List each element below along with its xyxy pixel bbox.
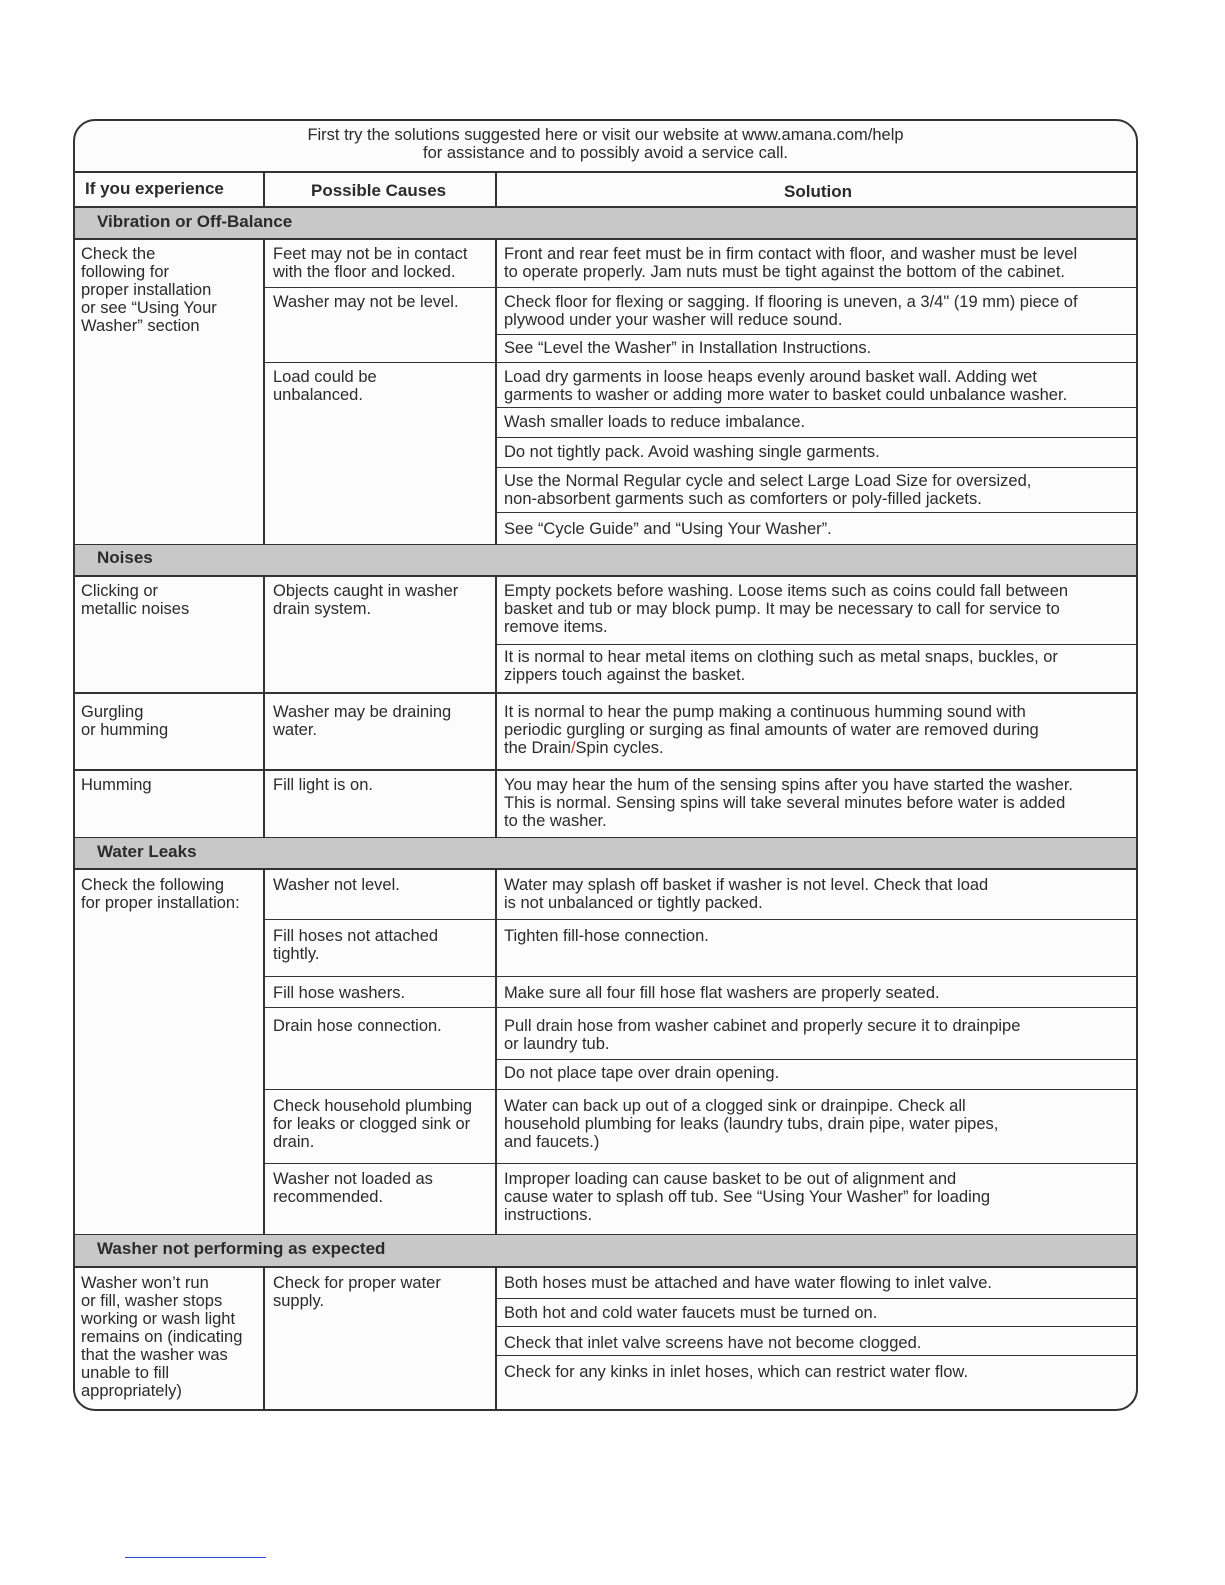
cause-draining: Washer may be draining water. <box>273 703 452 739</box>
experience-leaks: Check the following for proper installation: <box>81 876 240 912</box>
cause-drain-hose: Drain hose connection. <box>273 1017 442 1035</box>
solution-level-washer: See “Level the Washer” in Installation Instructions. <box>504 339 872 357</box>
solution-faucets-on: Both hot and cold water faucets must be turned on. <box>504 1304 878 1322</box>
solution-no-tape: Do not place tape over drain opening. <box>504 1064 780 1082</box>
section-title-noises: Noises <box>97 548 153 567</box>
divider <box>496 407 1138 408</box>
divider <box>75 206 1136 208</box>
solution-kinks: Check for any kinks in inlet hoses, which can restrict water flow. <box>504 1363 969 1381</box>
cause-feet: Feet may not be in contact with the floor and locked. <box>273 245 468 281</box>
column-divider <box>263 1266 265 1411</box>
cause-water-supply: Check for proper water supply. <box>273 1274 441 1310</box>
solution-empty-pockets: Empty pockets before washing. Loose items such as coins could fall between basket and tub or may block pump. It may be necessary to call for service to remove items. <box>504 582 1069 636</box>
section-band-noises <box>75 545 1136 575</box>
solution-normal-cycle: Use the Normal Regular cycle and select Large Load Size for oversized, non-absorbent garments such as comforters or poly-filled jackets. <box>504 472 1032 508</box>
cause-not-level: Washer may not be level. <box>273 293 459 311</box>
cause-fill-light: Fill light is on. <box>273 776 373 794</box>
column-divider <box>495 1266 497 1411</box>
divider <box>265 976 1138 977</box>
divider <box>496 644 1138 645</box>
divider <box>265 1007 1138 1008</box>
column-divider <box>263 575 265 837</box>
intro-line-1: First try the solutions suggested here or visit our website at www.amana.com/help <box>307 126 904 144</box>
divider <box>496 1059 1138 1060</box>
section-title-performance: Washer not performing as expected <box>97 1239 386 1258</box>
divider <box>265 362 1138 363</box>
solution-load-dry: Load dry garments in loose heaps evenly around basket wall. Adding wet garments to washer or adding more water to basket could unbalance washer. <box>504 368 1068 404</box>
divider <box>75 868 1136 870</box>
section-band-vibration <box>75 206 1136 238</box>
intro-text <box>75 121 1136 172</box>
divider <box>496 1298 1138 1299</box>
divider <box>265 1089 1138 1090</box>
divider <box>75 1266 1136 1268</box>
cause-household-plumbing: Check household plumbing for leaks or clogged sink or drain. <box>273 1097 473 1151</box>
divider <box>75 575 1136 577</box>
solution-smaller-loads: Wash smaller loads to reduce imbalance. <box>504 413 806 431</box>
cause-fill-hoses: Fill hoses not attached tightly. <box>273 927 439 963</box>
divider <box>265 287 496 288</box>
column-divider <box>263 868 265 1234</box>
solution-floor: Check floor for flexing or sagging. If flooring is uneven, a 3/4" (19 mm) piece of plywood under your washer will reduce sound. <box>504 293 1078 329</box>
solution-pump-humming: It is normal to hear the pump making a continuous humming sound with periodic gurgling or surging as final amounts of water are removed during the Drain/Spin cycles. <box>504 703 1039 757</box>
divider <box>496 1355 1138 1356</box>
header-causes: Possible Causes <box>311 181 447 200</box>
footer-link-underline <box>125 1557 266 1558</box>
column-divider <box>495 575 497 837</box>
solution-feet: Front and rear feet must be in firm contact with floor, and washer must be level to operate properly. Jam nuts must be tight against the bottom of the cabinet. <box>504 245 1078 281</box>
solution-drain-hose: Pull drain hose from washer cabinet and properly secure it to drainpipe or laundry tub. <box>504 1017 1021 1053</box>
divider <box>496 437 1138 438</box>
divider <box>496 467 1138 468</box>
column-divider <box>263 238 265 544</box>
solution-improper-loading: Improper loading can cause basket to be out of alignment and cause water to splash off tub. See “Using Your Washer” for loading instructions. <box>504 1170 991 1224</box>
experience-humming: Humming <box>81 776 152 794</box>
cause-fill-hose-washers: Fill hose washers. <box>273 984 406 1002</box>
divider <box>496 1326 1138 1327</box>
divider <box>496 287 1138 288</box>
column-divider <box>263 171 265 206</box>
solution-splash: Water may splash off basket if washer is not level. Check that load is not unbalanced or tightly packed. <box>504 876 989 912</box>
column-divider <box>495 868 497 1234</box>
cause-washer-not-level: Washer not level. <box>273 876 400 894</box>
experience-wont-run: Washer won’t run or fill, washer stops working or wash light remains on (indicating that the washer was unable to fill appropriately) <box>81 1274 243 1400</box>
divider <box>75 692 1136 694</box>
section-band-performance <box>75 1235 1136 1266</box>
solution-cycle-guide: See “Cycle Guide” and “Using Your Washer”. <box>504 520 832 538</box>
divider <box>75 769 1136 771</box>
section-band-leaks <box>75 838 1136 868</box>
solution-tightly-pack: Do not tightly pack. Avoid washing single garments. <box>504 443 880 461</box>
cause-objects: Objects caught in washer drain system. <box>273 582 459 618</box>
solution-sensing-spins: You may hear the hum of the sensing spins after you have started the washer. This is normal. Sensing spins will take several minutes before water is added to the washer. <box>504 776 1073 830</box>
cause-not-loaded: Washer not loaded as recommended. <box>273 1170 433 1206</box>
solution-inlet-screens: Check that inlet valve screens have not become clogged. <box>504 1334 922 1352</box>
divider <box>75 171 1136 173</box>
solution-tighten: Tighten fill-hose connection. <box>504 927 709 945</box>
solution-flat-washers: Make sure all four fill hose flat washers are properly seated. <box>504 984 940 1002</box>
divider <box>265 919 1138 920</box>
divider <box>496 334 1138 335</box>
column-divider <box>495 171 497 206</box>
divider <box>75 238 1136 240</box>
section-title-leaks: Water Leaks <box>97 842 197 861</box>
cause-unbalanced: Load could be unbalanced. <box>273 368 377 404</box>
experience-gurgling: Gurgling or humming <box>81 703 169 739</box>
column-divider <box>495 238 497 544</box>
troubleshooting-table <box>73 119 1138 1411</box>
header-solution: Solution <box>784 182 852 201</box>
solution-clogged-sink: Water can back up out of a clogged sink or drainpipe. Check all household plumbing for leaks (laundry tubs, drain pipe, water pipes, and faucets.) <box>504 1097 999 1151</box>
solution-metal-items: It is normal to hear metal items on clothing such as metal snaps, buckles, or zippers touch against the basket. <box>504 648 1058 684</box>
divider <box>496 512 1138 513</box>
experience-vibration: Check the following for proper installation or see “Using Your Washer” section <box>81 245 217 335</box>
section-title-vibration: Vibration or Off-Balance <box>97 212 293 231</box>
divider <box>265 1163 1138 1164</box>
solution-hoses-attached: Both hoses must be attached and have water flowing to inlet valve. <box>504 1274 992 1292</box>
experience-clicking: Clicking or metallic noises <box>81 582 190 618</box>
intro-line-2: for assistance and to possibly avoid a service call. <box>422 144 788 162</box>
header-experience: If you experience <box>85 179 224 198</box>
